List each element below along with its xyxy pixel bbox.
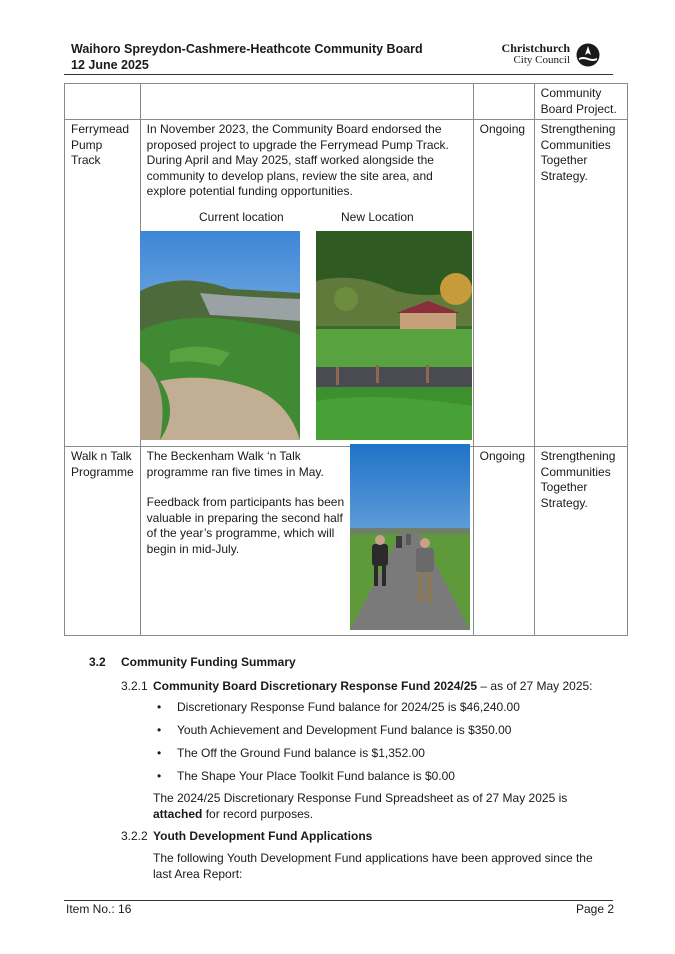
list-item: • Discretionary Response Fund balance for 2024/25 is $46,240.00: [152, 700, 520, 723]
fund-balance-list: [152, 700, 520, 792]
footer-rule: [64, 900, 613, 901]
youth-fund-paragraph: The following Youth Development Fund applications have been approved since the last Area Report:: [153, 851, 593, 881]
meeting-date: 12 June 2025: [71, 58, 149, 72]
page-number: Page 2: [576, 902, 615, 916]
subsection-number: 3.2.1: [121, 679, 148, 693]
cell-status: Ongoing: [473, 120, 534, 447]
document-header-title: [71, 41, 423, 73]
subsection-title: Youth Development Fund Applications: [153, 829, 373, 843]
section-title: Community Funding Summary: [121, 655, 296, 669]
council-emblem-icon: [576, 43, 600, 67]
current-location-photo: [140, 231, 300, 440]
cell-strategy: Strengthening Communities Together Strategy.: [534, 120, 627, 447]
cell-strategy: Community Board Project.: [534, 84, 627, 120]
subsection-title: Community Board Discretionary Response Fund 2024/25: [153, 679, 478, 693]
section-number: 3.2: [89, 655, 106, 669]
attached-link-text: attached: [153, 806, 203, 821]
ferrymead-description: In November 2023, the Community Board endorsed the proposed project to upgrade the Ferrymead Pump Track. During April and May 2025, staff worked alongside the community to develop plans, review the site area, and explore potential funding opportunities.: [146, 122, 449, 198]
cell-strategy: Strengthening Communities Together Strategy.: [534, 447, 627, 636]
new-location-label: New Location: [341, 210, 414, 224]
current-location-label: Current location: [199, 210, 284, 224]
subsection-date: – as of 27 May 2025:: [477, 679, 593, 693]
table-row: [65, 84, 628, 120]
board-name: Waihoro Spreydon-Cashmere-Heathcote Community Board: [71, 42, 423, 56]
subsection-heading: [153, 679, 593, 695]
cell-project-name: Ferrymead Pump Track: [65, 120, 141, 447]
walk-talk-desc-1: The Beckenham Walk ‘n Talk programme ran five times in May.: [146, 449, 324, 479]
logo-line-2: City Council: [513, 54, 570, 66]
list-item: • Youth Achievement and Development Fund balance is $350.00: [152, 723, 520, 746]
list-item: • The Off the Ground Fund balance is $1,352.00: [152, 746, 520, 769]
item-number: Item No.: 16: [66, 902, 132, 916]
logo-line-1: Christchurch: [501, 41, 570, 55]
table-row: [65, 447, 628, 636]
cell-project-name: Walk n Talk Programme: [65, 447, 141, 636]
walk-n-talk-photo: [350, 444, 470, 630]
header-rule: [64, 74, 613, 75]
council-logo: [497, 42, 600, 70]
new-location-photo: [316, 231, 472, 440]
walk-talk-desc-2: Feedback from participants has been valuable in preparing the second half of the year’s programme, which will begin in mid-July.: [146, 495, 345, 556]
list-item: • The Shape Your Place Toolkit Fund balance is $0.00: [152, 769, 520, 792]
subsection-number: 3.2.2: [121, 829, 148, 843]
spreadsheet-paragraph: The 2024/25 Discretionary Response Fund Spreadsheet as of 27 May 2025 is attached for record purposes.: [153, 791, 568, 821]
cell-status: Ongoing: [473, 447, 534, 636]
